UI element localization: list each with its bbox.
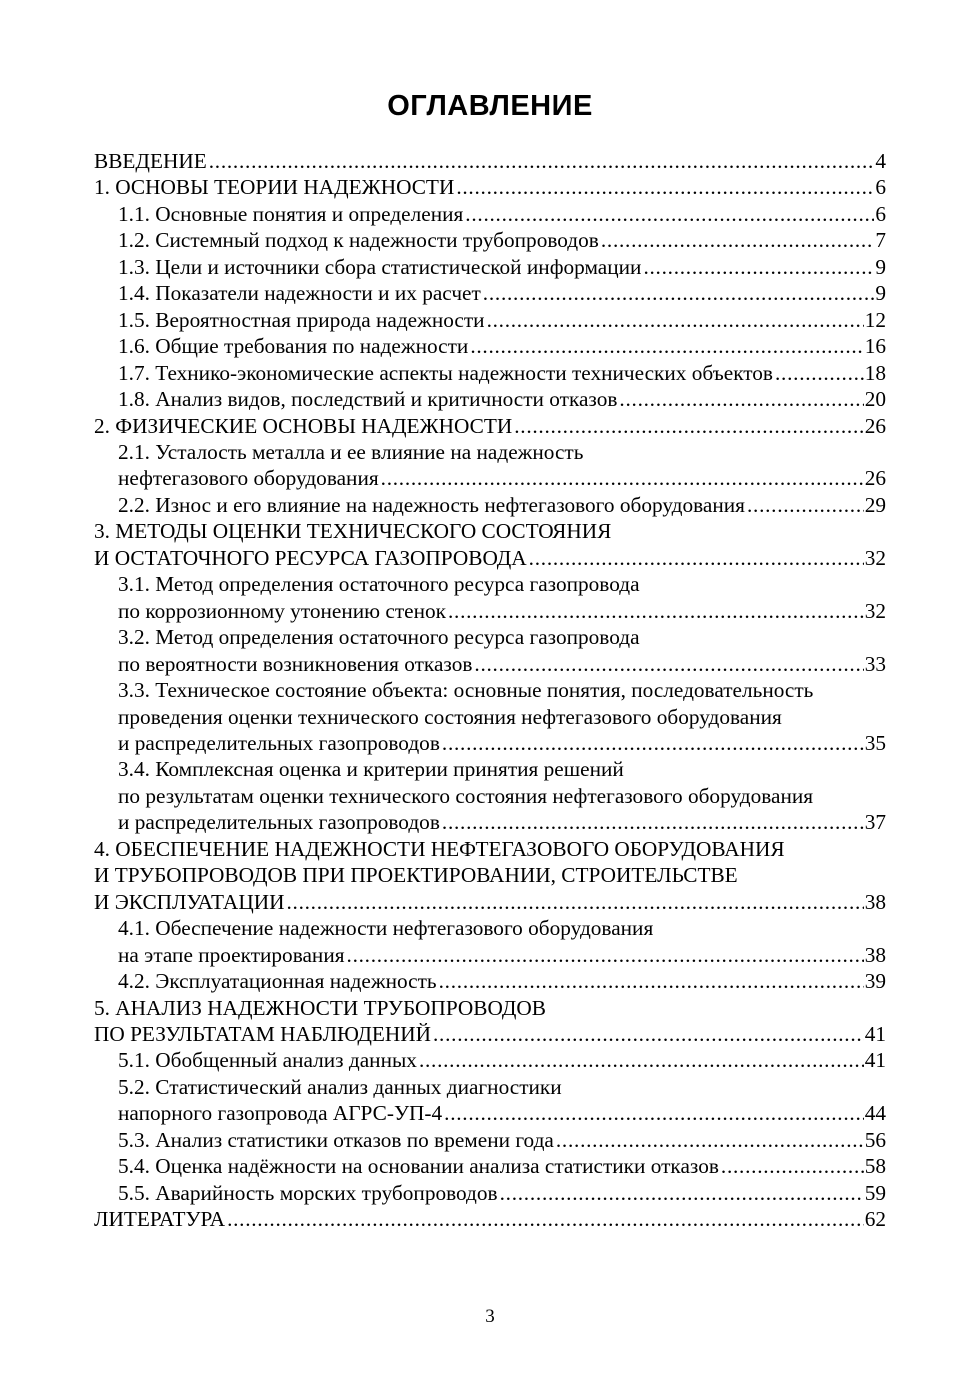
toc-section[interactable] <box>94 756 886 835</box>
toc-entry-title: нефтегазового оборудования <box>118 466 379 491</box>
toc-entry-line <box>118 254 886 280</box>
toc-chapter[interactable] <box>94 413 886 439</box>
toc-entry-line <box>94 148 886 174</box>
toc-entry-line <box>94 545 886 571</box>
dot-leader <box>470 333 863 359</box>
dot-leader <box>433 1021 864 1047</box>
toc-chapter[interactable] <box>94 995 886 1048</box>
toc-entry-title: 1.2. Системный подход к надежности трубопроводов <box>118 228 599 253</box>
dot-leader <box>419 1047 864 1073</box>
page-title: ОГЛАВЛЕНИЕ <box>387 90 593 122</box>
dot-leader <box>500 1180 864 1206</box>
toc-entry-line <box>118 386 886 412</box>
dot-leader <box>347 942 864 968</box>
toc-entry-page: 26 <box>864 413 886 438</box>
toc-entry-page: 29 <box>864 492 886 517</box>
dot-leader <box>721 1153 864 1179</box>
toc-entry-title: 1.1. Основные понятия и определения <box>118 201 464 226</box>
dot-leader <box>444 1100 864 1126</box>
toc-entry-title-line: 3.4. Комплексная оценка и критерии принятия решений <box>118 757 624 782</box>
toc-entry-line <box>118 598 886 624</box>
toc-entry-title: 1.8. Анализ видов, последствий и критичности отказов <box>118 387 618 412</box>
page-number: 3 <box>485 1306 495 1327</box>
dot-leader <box>465 201 874 227</box>
dot-leader <box>209 148 875 174</box>
toc-entry-line <box>118 1127 886 1153</box>
toc-entry-line <box>94 413 886 439</box>
dot-leader <box>775 360 864 386</box>
dot-leader <box>442 730 864 756</box>
dot-leader <box>529 545 864 571</box>
dot-leader <box>483 280 875 306</box>
table-of-contents <box>94 148 886 1233</box>
toc-entry-title-line: И ТРУБОПРОВОДОВ ПРИ ПРОЕКТИРОВАНИИ, СТРОИТЕЛЬСТВЕ <box>94 863 738 888</box>
toc-entry-title: и распределительных газопроводов <box>118 730 440 755</box>
toc-section[interactable] <box>94 201 886 227</box>
toc-entry-title: 1.7. Технико-экономические аспекты надежности технических объектов <box>118 360 773 385</box>
toc-entry-title-line: 5. АНАЛИЗ НАДЕЖНОСТИ ТРУБОПРОВОДОВ <box>94 995 546 1020</box>
toc-chapter[interactable] <box>94 148 886 174</box>
dot-leader <box>514 413 863 439</box>
toc-entry-title: 1.5. Вероятностная природа надежности <box>118 307 485 332</box>
toc-entry-title-line: 3.1. Метод определения остаточного ресурса газопровода <box>118 572 640 597</box>
toc-entry-page: 41 <box>864 1021 886 1046</box>
toc-section[interactable] <box>94 333 886 359</box>
toc-entry-line <box>118 492 886 518</box>
toc-entry-line <box>94 1206 886 1232</box>
dot-leader <box>474 651 863 677</box>
toc-entry-line <box>118 1047 886 1073</box>
dot-leader <box>601 227 875 253</box>
toc-entry-title: 2. ФИЗИЧЕСКИЕ ОСНОВЫ НАДЕЖНОСТИ <box>94 413 513 438</box>
dot-leader <box>643 254 874 280</box>
dot-leader <box>286 889 863 915</box>
toc-entry-page: 33 <box>864 651 886 676</box>
toc-entry-line <box>118 968 886 994</box>
toc-entry-page: 6 <box>875 201 886 226</box>
toc-entry-page: 38 <box>864 942 886 967</box>
toc-chapter[interactable] <box>94 518 886 571</box>
toc-entry-line <box>94 1021 886 1047</box>
toc-section[interactable] <box>94 439 886 492</box>
toc-entry-title-line: 3.2. Метод определения остаточного ресурса газопровода <box>118 625 640 650</box>
toc-entry-line <box>118 1153 886 1179</box>
toc-entry-title: напорного газопровода АГРС-УП-4 <box>118 1101 443 1126</box>
toc-entry-page: 38 <box>864 889 886 914</box>
toc-entry-page: 12 <box>864 307 886 332</box>
toc-entry-title: и распределительных газопроводов <box>118 810 440 835</box>
toc-entry-line <box>94 889 886 915</box>
toc-entry-line <box>118 227 886 253</box>
toc-section[interactable] <box>94 968 886 994</box>
toc-entry-line <box>118 730 886 756</box>
toc-entry-title: 1.4. Показатели надежности и их расчет <box>118 281 481 306</box>
toc-entry-page: 62 <box>864 1207 886 1232</box>
toc-section[interactable] <box>94 1153 886 1179</box>
toc-section[interactable] <box>94 386 886 412</box>
dot-leader <box>448 598 864 624</box>
toc-entry-title: по коррозионному утонению стенок <box>118 598 446 623</box>
toc-section[interactable] <box>94 1047 886 1073</box>
dot-leader <box>556 1127 864 1153</box>
toc-entry-line <box>118 465 886 491</box>
toc-entry-title-line: 2.1. Усталость металла и ее влияние на надежность <box>118 439 584 464</box>
toc-entry-page: 32 <box>864 545 886 570</box>
toc-entry-title: 5.3. Анализ статистики отказов по времени года <box>118 1127 554 1152</box>
toc-section[interactable] <box>94 1074 886 1127</box>
toc-entry-title-line: по результатам оценки технического состояния нефтегазового оборудования <box>118 783 814 808</box>
toc-entry-title: ВВЕДЕНИЕ <box>94 149 207 173</box>
toc-section[interactable] <box>94 1127 886 1153</box>
toc-entry-page: 58 <box>864 1154 886 1179</box>
toc-section[interactable] <box>94 360 886 386</box>
toc-section[interactable] <box>94 227 886 253</box>
dot-leader <box>456 174 874 200</box>
toc-entry-line <box>118 307 886 333</box>
toc-entry-title-line: 3. МЕТОДЫ ОЦЕНКИ ТЕХНИЧЕСКОГО СОСТОЯНИЯ <box>94 519 612 544</box>
toc-section[interactable] <box>94 307 886 333</box>
toc-entry-line <box>94 174 886 200</box>
toc-chapter[interactable] <box>94 836 886 915</box>
toc-entry-line <box>118 360 886 386</box>
toc-entry-page: 26 <box>864 466 886 491</box>
toc-entry-line <box>118 333 886 359</box>
toc-entry-title: 2.2. Износ и его влияние на надежность нефтегазового оборудования <box>118 492 745 517</box>
toc-entry-page: 44 <box>864 1101 886 1126</box>
toc-section[interactable] <box>94 280 886 306</box>
dot-leader <box>619 386 863 412</box>
toc-entry-page: 39 <box>864 969 886 994</box>
toc-entry-page: 37 <box>864 810 886 835</box>
toc-entry-page: 35 <box>864 730 886 755</box>
toc-entry-title: ПО РЕЗУЛЬТАТАМ НАБЛЮДЕНИЙ <box>94 1021 431 1046</box>
toc-section[interactable] <box>94 571 886 624</box>
toc-entry-title-line: проведения оценки технического состояния нефтегазового оборудования <box>118 704 782 729</box>
toc-section[interactable] <box>94 677 886 756</box>
toc-chapter[interactable] <box>94 1206 886 1232</box>
dot-leader <box>442 809 864 835</box>
toc-entry-title: И ЭКСПЛУАТАЦИИ <box>94 889 285 914</box>
toc-section[interactable] <box>94 492 886 518</box>
toc-entry-title: 1. ОСНОВЫ ТЕОРИИ НАДЕЖНОСТИ <box>94 175 455 200</box>
dot-leader <box>439 968 864 994</box>
toc-entry-title-line: 5.2. Статистический анализ данных диагностики <box>118 1074 562 1099</box>
toc-entry-page: 41 <box>864 1048 886 1073</box>
toc-entry-page: 32 <box>864 598 886 623</box>
dot-leader <box>747 492 864 518</box>
toc-entry-page: 9 <box>875 281 886 306</box>
toc-entry-page: 16 <box>864 334 886 359</box>
toc-entry-title: 5.5. Аварийность морских трубопроводов <box>118 1180 498 1205</box>
dot-leader <box>381 465 864 491</box>
toc-entry-title: 1.6. Общие требования по надежности <box>118 334 469 359</box>
toc-entry-line <box>118 201 886 227</box>
toc-entry-page: 18 <box>864 360 886 385</box>
toc-entry-page: 56 <box>864 1127 886 1152</box>
toc-entry-title: 5.4. Оценка надёжности на основании анализа статистики отказов <box>118 1154 719 1179</box>
toc-entry-page: 6 <box>875 175 886 200</box>
toc-entry-line <box>118 1180 886 1206</box>
toc-entry-page: 20 <box>864 387 886 412</box>
toc-entry-line <box>118 942 886 968</box>
toc-entry-line <box>118 280 886 306</box>
toc-entry-title: И ОСТАТОЧНОГО РЕСУРСА ГАЗОПРОВОДА <box>94 545 527 570</box>
toc-entry-line <box>118 1100 886 1126</box>
toc-entry-title: 5.1. Обобщенный анализ данных <box>118 1048 417 1073</box>
toc-entry-page: 7 <box>875 228 886 253</box>
dot-leader <box>227 1206 864 1232</box>
toc-entry-page: 59 <box>864 1180 886 1205</box>
toc-chapter[interactable] <box>94 174 886 200</box>
toc-section[interactable] <box>94 1180 886 1206</box>
toc-entry-title-line: 4.1. Обеспечение надежности нефтегазового оборудования <box>118 916 654 941</box>
dot-leader <box>487 307 864 333</box>
toc-entry-title: 4.2. Эксплуатационная надежность <box>118 969 437 994</box>
toc-section[interactable] <box>94 254 886 280</box>
toc-entry-title: на этапе проектирования <box>118 942 345 967</box>
toc-entry-line <box>118 651 886 677</box>
toc-entry-page: 9 <box>875 254 886 279</box>
toc-section[interactable] <box>94 915 886 968</box>
toc-entry-title-line: 3.3. Техническое состояние объекта: основные понятия, последовательность <box>118 678 814 703</box>
toc-entry-title: ЛИТЕРАТУРА <box>94 1207 226 1232</box>
toc-entry-title: по вероятности возникновения отказов <box>118 651 473 676</box>
toc-entry-page: 4 <box>875 149 886 173</box>
toc-section[interactable] <box>94 624 886 677</box>
toc-entry-title-line: 4. ОБЕСПЕЧЕНИЕ НАДЕЖНОСТИ НЕФТЕГАЗОВОГО ОБОРУДОВАНИЯ <box>94 836 785 861</box>
toc-entry-title: 1.3. Цели и источники сбора статистической информации <box>118 254 642 279</box>
toc-entry-line <box>118 809 886 835</box>
